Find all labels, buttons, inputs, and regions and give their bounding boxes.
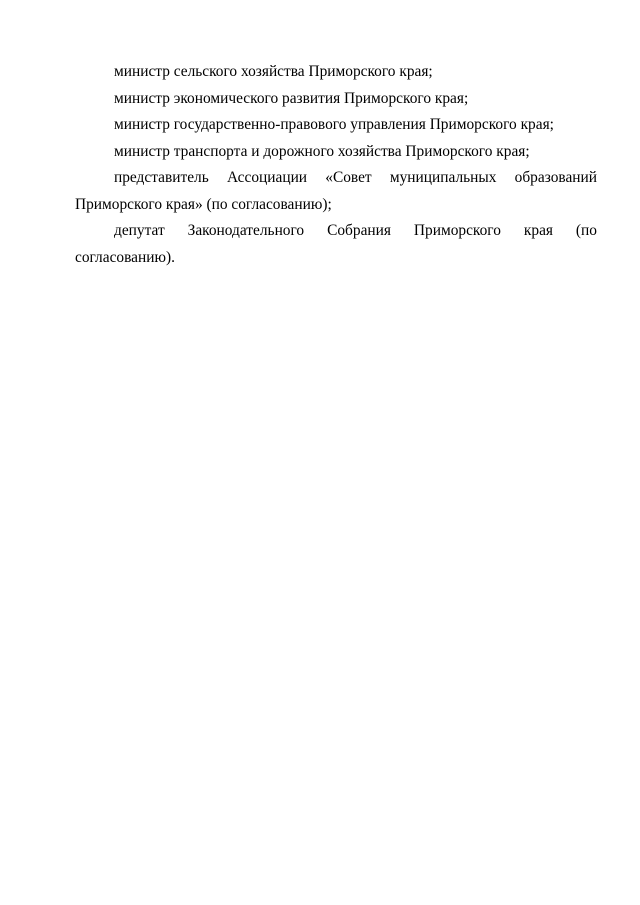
- member-list: [75, 59, 597, 271]
- member-item-legal-department-minister: министр государственно-правового управления Приморского края;: [114, 116, 554, 133]
- member-item-agriculture-minister: министр сельского хозяйства Приморского края;: [114, 63, 433, 80]
- member-item-economic-development-minister: министр экономического развития Приморского края;: [114, 89, 469, 107]
- member-item-legislative-assembly-deputy: депутат Законодательного Собрания Приморского края (по согласованию).: [75, 222, 597, 266]
- member-item-transport-minister: министр транспорта и дорожного хозяйства Приморского края;: [114, 142, 530, 160]
- member-item-municipal-association-representative: представитель Ассоциации «Совет муниципальных образований Приморского края» (по согласованию);: [75, 169, 597, 213]
